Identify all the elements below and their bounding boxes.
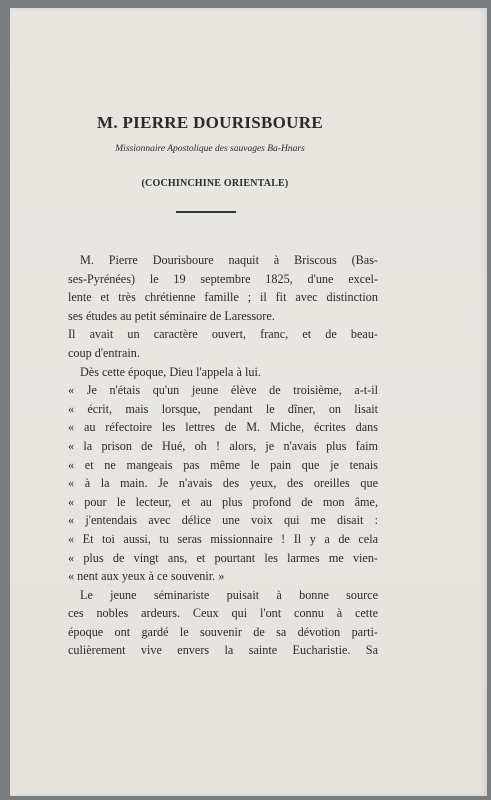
body-line: « à la main. Je n'avais des yeux, des oreilles que <box>68 476 378 491</box>
body-line: « nent aux yeux à ce souvenir. » <box>68 569 225 584</box>
body-line: « au réfectoire les lettres de M. Miche, écrites dans <box>68 420 378 435</box>
region-label: (COCHINCHINE ORIENTALE) <box>141 178 289 189</box>
body-line: coup d'entrain. <box>68 345 140 360</box>
section-divider <box>176 211 236 213</box>
body-line: Le jeune séminariste puisait à bonne source <box>80 587 378 602</box>
body-line: lente et très chrétienne famille ; il fit avec distinction <box>68 290 378 305</box>
page-subtitle: Missionnaire Apostolique des sauvages Ba-Hnars <box>115 144 305 154</box>
body-line: « et ne mangeais pas même le pain que je tenais <box>68 457 378 472</box>
body-line: « écrit, mais lorsque, pendant le dîner, on lisait <box>68 401 378 416</box>
book-page <box>10 8 487 796</box>
body-line: ses études au petit séminaire de Laressore. <box>68 308 275 323</box>
body-line: « plus de vingt ans, et pourtant les larmes me vien- <box>68 550 378 565</box>
body-line: « Et toi aussi, tu seras missionnaire ! Il y a de cela <box>68 531 378 546</box>
body-line: Dès cette époque, Dieu l'appela à lui. <box>80 364 261 379</box>
body-line: « j'entendais avec délice une voix qui me disait : <box>68 513 378 528</box>
body-line: époque ont gardé le souvenir de sa dévotion parti- <box>68 624 378 639</box>
body-line: M. Pierre Dourisboure naquit à Briscous (Bas- <box>80 253 378 267</box>
body-line: Il avait un caractère ouvert, franc, et de beau- <box>68 327 378 342</box>
body-line: « Je n'étais qu'un jeune élève de troisième, a-t-il <box>68 383 378 398</box>
body-line: « pour le lecteur, et au plus profond de mon âme, <box>68 494 378 509</box>
body-line: ses-Pyrénées) le 19 septembre 1825, d'une excel- <box>68 271 378 286</box>
body-line: ces nobles ardeurs. Ceux qui l'ont connu à cette <box>68 606 378 621</box>
body-line: culièrement vive envers la sainte Eucharistie. Sa <box>68 643 378 658</box>
body-line: « la prison de Hué, oh ! alors, je n'avais plus faim <box>68 438 378 453</box>
body-text <box>68 251 378 660</box>
page-title: M. PIERRE DOURISBOURE <box>97 113 323 132</box>
